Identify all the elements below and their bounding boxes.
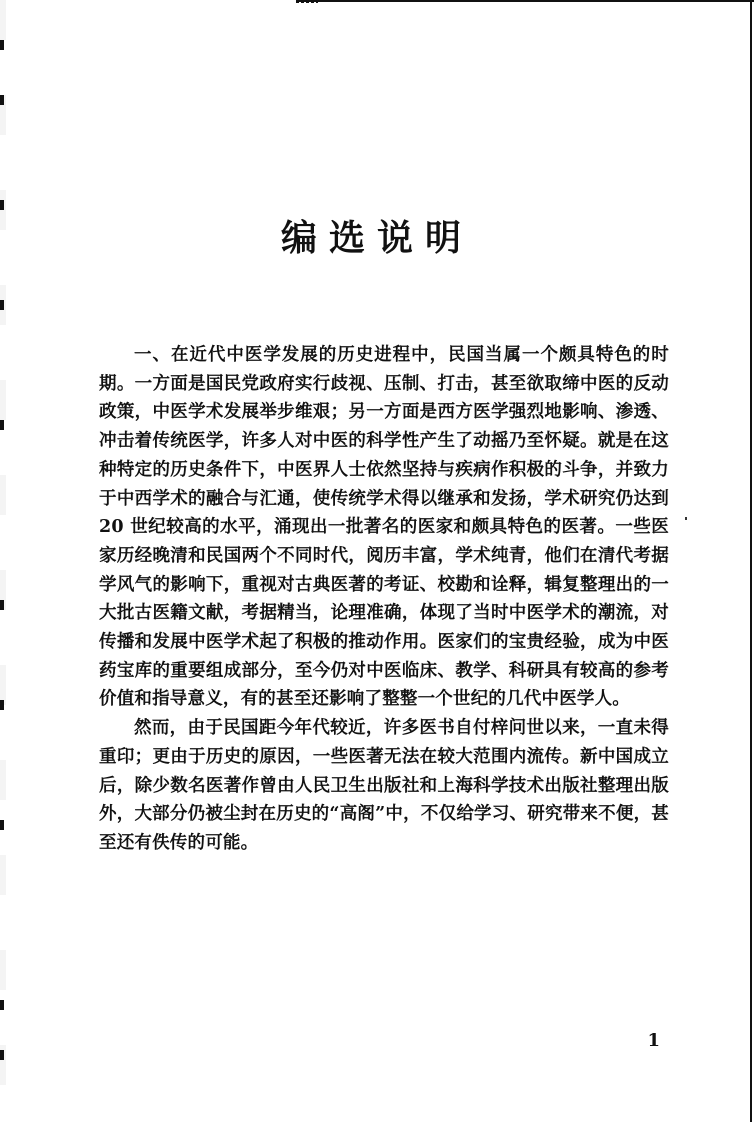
paragraph-2: 然而，由于民国距今年代较近，许多医书自付梓问世以来，一直未得重印；更由于历史的原因，一些医著无法在较大范围内流传。新中国成立后，除少数名医著作曾由人民卫生出版社和上海科学技术出版社整理出版外，大部分仍被尘封在历史的“高阁”中，不仅给学习、研究带来不便，甚至还有佚传的可能。 xyxy=(99,718,669,853)
binding-mark xyxy=(0,420,4,430)
binding-mark xyxy=(0,1050,4,1060)
body-text xyxy=(99,341,669,858)
page-number: 1 xyxy=(647,1030,660,1051)
binding-mark xyxy=(0,95,4,105)
binding-mark xyxy=(0,600,4,610)
binding-mark xyxy=(0,300,4,310)
right-border-rule xyxy=(750,0,752,1122)
page-title: 编选说明 xyxy=(280,217,473,260)
binding-mark xyxy=(0,200,4,210)
paragraph-1: 一、在近代中医学发展的历史进程中，民国当属一个颇具特色的时期。一方面是国民党政府实行歧视、压制、打击，甚至欲取缔中医的反动政策，中医学术发展举步维艰；另一方面是西方医学强烈地影响、渗透、冲击着传统医学，许多人对中医的科学性产生了动摇乃至怀疑。就是在这种特定的历史条件下，中医界人士依然坚持与疾病作积极的斗争，并致力于中西学术的融合与汇通，使传统学术得以继承和发扬，学术研究仍达到 20 世纪较高的水平，涌现出一批著名的医家和颇具特色的医著。一些医家历经晚清和民国两个不同时代，阅历丰富，学术纯青，他们在清代考据学风气的影响下，重视对古典医著的考证、校勘和诠释，辑复整理出的一大批古医籍文献，考据精当，论理准确，体现了当时中医学术的潮流，对传播和发展中医学术起了积极的推动作用。医家们的宝贵经验，成为中医药宝库的重要组成部分，至今仍对中医临床、教学、科研具有较高的参考价值和指导意义，有的甚至还影响了整整一个世纪的几代中医学人。 xyxy=(99,345,669,710)
left-binding-edge xyxy=(0,0,6,1122)
binding-mark xyxy=(0,700,4,710)
top-border-rule xyxy=(296,0,754,2)
binding-mark xyxy=(0,1000,4,1010)
scan-speck xyxy=(685,517,687,520)
binding-mark xyxy=(0,820,4,830)
binding-mark xyxy=(0,40,4,50)
